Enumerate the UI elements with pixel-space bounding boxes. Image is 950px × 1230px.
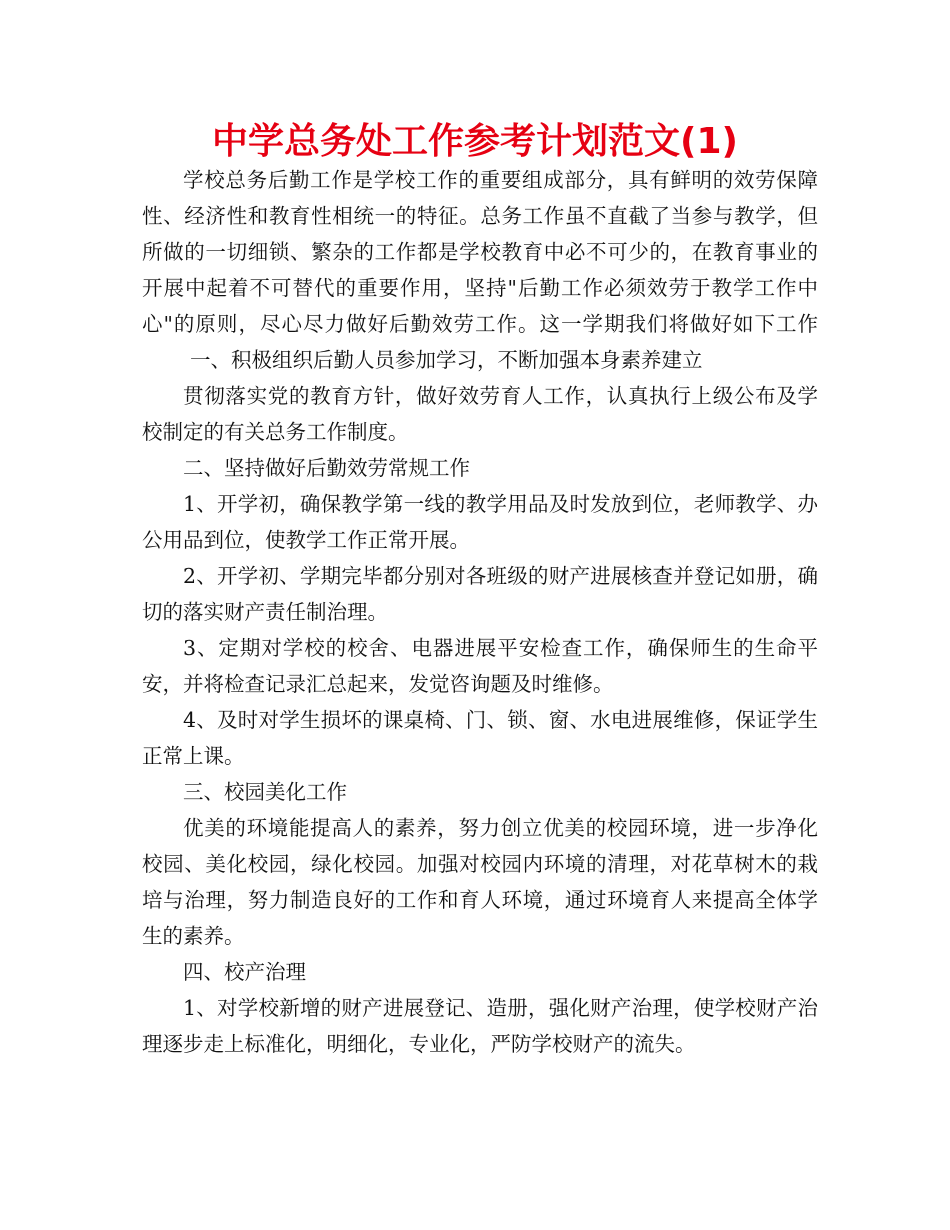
section-heading-3: 三、校园美化工作 — [183, 780, 347, 804]
paragraph: 贯彻落实党的教育方针，做好效劳育人工作，认真执行上级公布及学校制定的有关总务工作制度。 — [142, 384, 818, 444]
paragraph: 1、开学初，确保教学第一线的教学用品及时发放到位，老师教学、办公用品到位，使教学工作正常开展。 — [142, 492, 818, 552]
document-title: 中学总务处工作参考计划范文(1) — [212, 121, 738, 162]
document-body — [142, 162, 818, 1062]
paragraph: 2、开学初、学期完毕都分别对各班级的财产进展核查并登记如册，确切的落实财产责任制治理。 — [142, 564, 818, 624]
paragraph: 1、对学校新增的财产进展登记、造册，强化财产治理，使学校财产治理逐步走上标准化，明细化，专业化，严防学校财产的流失。 — [142, 996, 818, 1056]
paragraph: 4、及时对学生损坏的课桌椅、门、锁、窗、水电进展维修，保证学生正常上课。 — [142, 708, 818, 768]
paragraph: 优美的环境能提高人的素养，努力创立优美的校园环境，进一步净化校园、美化校园，绿化校园。加强对校园内环境的清理，对花草树木的栽培与治理，努力制造良好的工作和育人环境，通过环境育人来提高全体学生的素养。 — [142, 816, 818, 948]
section-heading-4: 四、校产治理 — [183, 960, 306, 984]
section-heading-2: 二、坚持做好后勤效劳常规工作 — [183, 456, 470, 480]
section-heading-1: 一、积极组织后勤人员参加学习，不断加强本身素养建立 — [190, 348, 703, 372]
paragraph-intro — [142, 162, 818, 378]
intro-text: 学校总务后勤工作是学校工作的重要组成部分，具有鲜明的效劳保障性、经济性和教育性相统一的特征。总务工作虽不直截了当参与教学，但所做的一切细锁、繁杂的工作都是学校教育中必不可少的，在教育事业的开展中起着不可替代的重要作用，坚持"后勤工作必须效劳于教学工作中心"的原则，尽心尽力做好后勤效劳工作。这一学期我们将做好如下工作 — [142, 168, 818, 336]
paragraph: 3、定期对学校的校舍、电器进展平安检查工作，确保师生的生命平安，并将检查记录汇总起来，发觉咨询题及时维修。 — [142, 636, 818, 696]
